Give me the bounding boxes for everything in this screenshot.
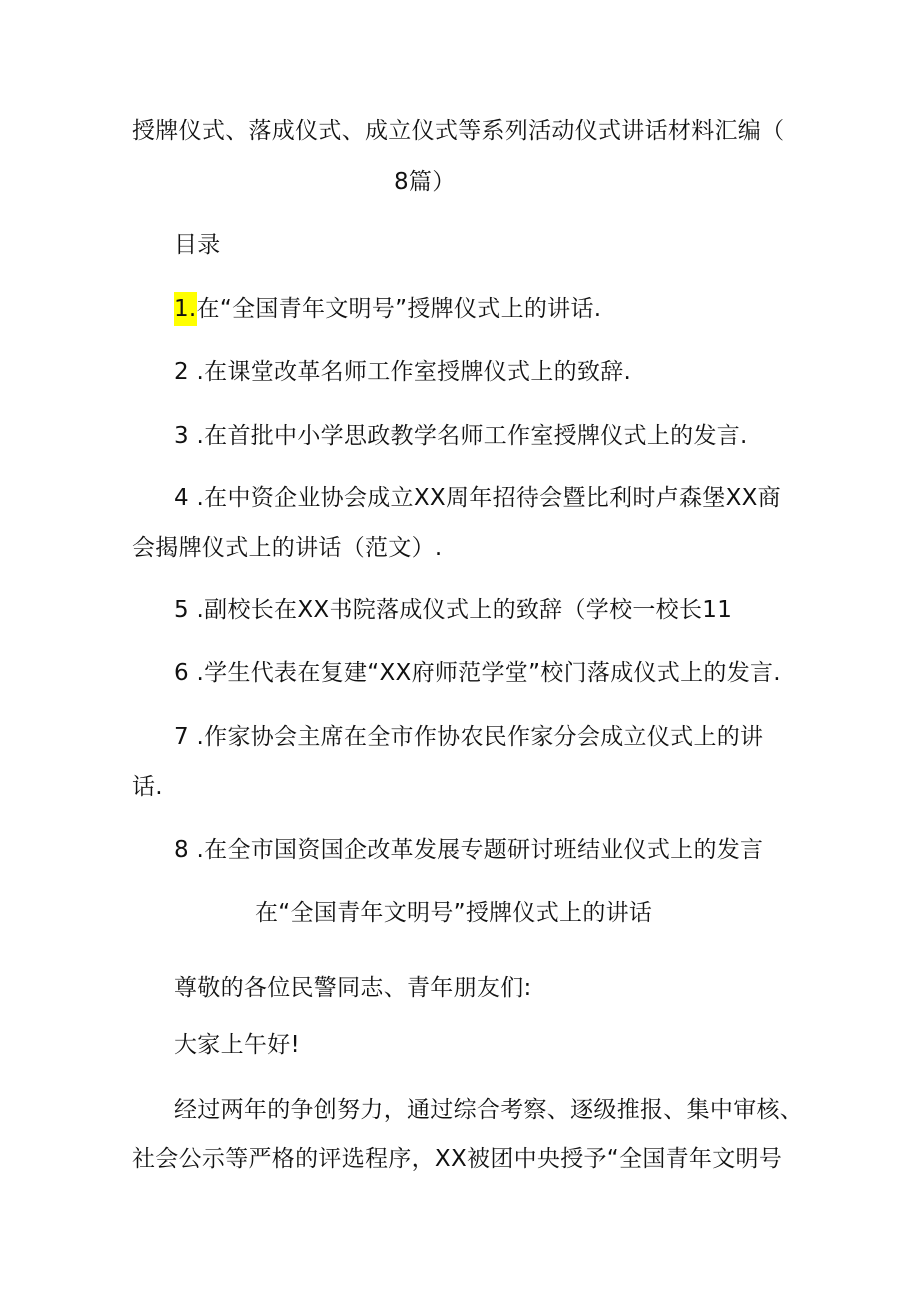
section-title: 在“全国青年文明号”授牌仪式上的讲话 xyxy=(255,900,653,926)
toc-item-number: 1. xyxy=(174,292,197,326)
toc-item-8[interactable] xyxy=(174,833,763,867)
toc-item-7-continuation: 话. xyxy=(132,774,163,800)
toc-item-text: 学生代表在复建“XX府师范学堂”校门落成仪式上的发言. xyxy=(204,660,781,686)
toc-item-5[interactable] xyxy=(174,593,732,627)
toc-item-number: 3 . xyxy=(174,423,205,449)
toc-item-text: 在全市国资国企改革发展专题研讨班结业仪式上的发言 xyxy=(204,837,764,863)
paragraph-line-2: 社会公示等严格的评选程序，XX被团中央授予“全国青年文明号 xyxy=(132,1146,783,1172)
toc-heading: 目录 xyxy=(174,232,221,258)
toc-item-number: 6 . xyxy=(174,660,205,686)
toc-item-4[interactable] xyxy=(174,481,781,515)
salutation: 尊敬的各位民警同志、青年朋友们: xyxy=(174,975,532,1001)
document-title-line-2: 8篇） xyxy=(394,169,456,195)
toc-item-number: 5 . xyxy=(174,597,205,623)
paragraph-line-1: 经过两年的争创努力，通过综合考察、逐级推报、集中审核、 xyxy=(174,1097,804,1123)
greeting: 大家上午好! xyxy=(174,1032,301,1058)
toc-item-number: 8 . xyxy=(174,837,205,863)
document-title-line-1: 授牌仪式、落成仪式、成立仪式等系列活动仪式讲话材料汇编（ xyxy=(132,118,785,144)
toc-item-text: 在课堂改革名师工作室授牌仪式上的致辞. xyxy=(204,359,632,385)
toc-item-number: 4 . xyxy=(174,485,205,511)
toc-item-number: 2 . xyxy=(174,359,205,385)
toc-item-text: 作家协会主席在全市作协农民作家分会成立仪式上的讲 xyxy=(204,724,764,750)
toc-item-text: 在首批中小学思政教学名师工作室授牌仪式上的发言. xyxy=(204,423,748,449)
toc-item-3[interactable] xyxy=(174,419,748,453)
toc-item-number: 7 . xyxy=(174,724,205,750)
toc-item-7[interactable] xyxy=(174,720,763,754)
toc-item-text: 在“全国青年文明号”授牌仪式上的讲话. xyxy=(196,296,602,322)
toc-item-2[interactable] xyxy=(174,355,631,389)
toc-item-4-continuation: 会揭牌仪式上的讲话（范文）. xyxy=(132,535,443,561)
toc-item-text: 副校长在XX书院落成仪式上的致辞（学校一校长11 xyxy=(204,597,733,623)
toc-item-6[interactable] xyxy=(174,656,781,690)
toc-item-text: 在中资企业协会成立XX周年招待会暨比利时卢森堡XX商 xyxy=(204,485,781,511)
toc-item-1[interactable] xyxy=(174,292,601,326)
